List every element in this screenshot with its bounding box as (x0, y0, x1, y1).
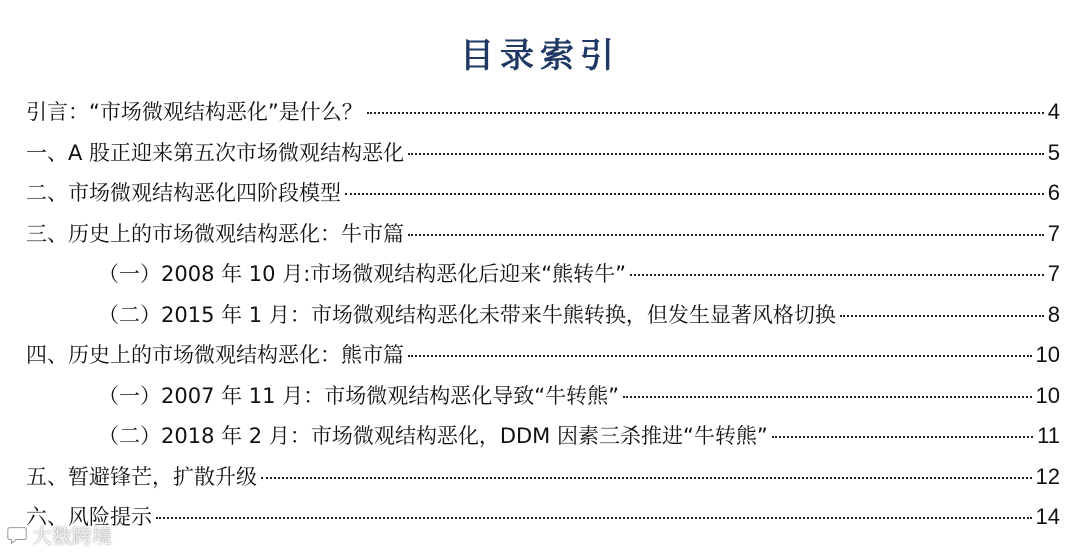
toc-entry-label: （二）2015 年 1 月：市场微观结构恶化未带来牛熊转换，但发生显著风格切换 (98, 302, 836, 327)
toc-entry-page: 7 (1047, 261, 1060, 286)
toc-entry-page: 11 (1037, 423, 1060, 448)
toc-entry-label: 二、市场微观结构恶化四阶段模型 (26, 181, 341, 205)
dot-leader (408, 234, 1044, 236)
toc-entry-page: 4 (1047, 99, 1060, 124)
watermark (6, 520, 112, 549)
toc-entry-label: 四、历史上的市场微观结构恶化：熊市篇 (26, 343, 404, 367)
toc-entry-page: 7 (1047, 220, 1060, 246)
dot-leader (630, 274, 1044, 276)
toc-entry-section-5[interactable] (26, 457, 1060, 498)
toc-entry-label: （一）2008 年 10 月:市场微观结构恶化后迎来“熊转牛” (98, 262, 627, 286)
toc-entry-label: （二）2018 年 2 月：市场微观结构恶化，DDM 因素三杀推进“牛转熊” (98, 424, 768, 448)
toc-entry-page: 8 (1047, 301, 1060, 327)
toc-entry-section-4-2[interactable] (26, 416, 1060, 457)
watermark-text: 大数跨境 (32, 524, 112, 548)
toc-entry-page: 10 (1035, 382, 1060, 408)
toc-entry-label: 三、历史上的市场微观结构恶化：牛市篇 (26, 221, 404, 246)
dot-leader (156, 517, 1032, 519)
toc-entry-section-6[interactable] (26, 497, 1060, 538)
toc-entry-intro[interactable] (26, 92, 1060, 133)
toc-entry-label: 引言：“市场微观结构恶化”是什么？ (26, 100, 363, 124)
dot-leader (367, 112, 1044, 114)
toc-entry-label: 一、A 股正迎来第五次市场微观结构恶化 (26, 140, 405, 165)
toc-entry-page: 14 (1035, 504, 1060, 529)
toc-entry-label: 五、暂避锋芒，扩散升级 (26, 464, 257, 489)
toc-entry-page: 6 (1047, 180, 1060, 205)
dot-leader (840, 315, 1044, 317)
toc-entry-section-1[interactable] (26, 133, 1060, 174)
toc-entry-label: 六、风险提示 (26, 505, 152, 529)
toc-entry-section-3[interactable] (26, 214, 1060, 255)
speech-bubble-icon (6, 524, 28, 546)
toc-entry-section-4[interactable] (26, 335, 1060, 376)
toc-list (26, 92, 1060, 538)
toc-entry-page: 12 (1035, 463, 1060, 489)
toc-entry-section-2[interactable] (26, 173, 1060, 214)
dot-leader (408, 153, 1044, 155)
toc-entry-label: （一）2007 年 11 月：市场微观结构恶化导致“牛转熊” (98, 383, 619, 408)
dot-leader (623, 396, 1032, 398)
dot-leader (772, 436, 1033, 438)
toc-entry-section-4-1[interactable] (26, 376, 1060, 417)
page-title: 目录索引 (460, 36, 620, 76)
dot-leader (261, 477, 1032, 479)
toc-entry-page: 5 (1047, 139, 1060, 165)
dot-leader (408, 355, 1032, 357)
toc-entry-section-3-1[interactable] (26, 254, 1060, 295)
dot-leader (345, 193, 1044, 195)
toc-entry-page: 10 (1035, 342, 1060, 367)
toc-entry-section-3-2[interactable] (26, 295, 1060, 336)
